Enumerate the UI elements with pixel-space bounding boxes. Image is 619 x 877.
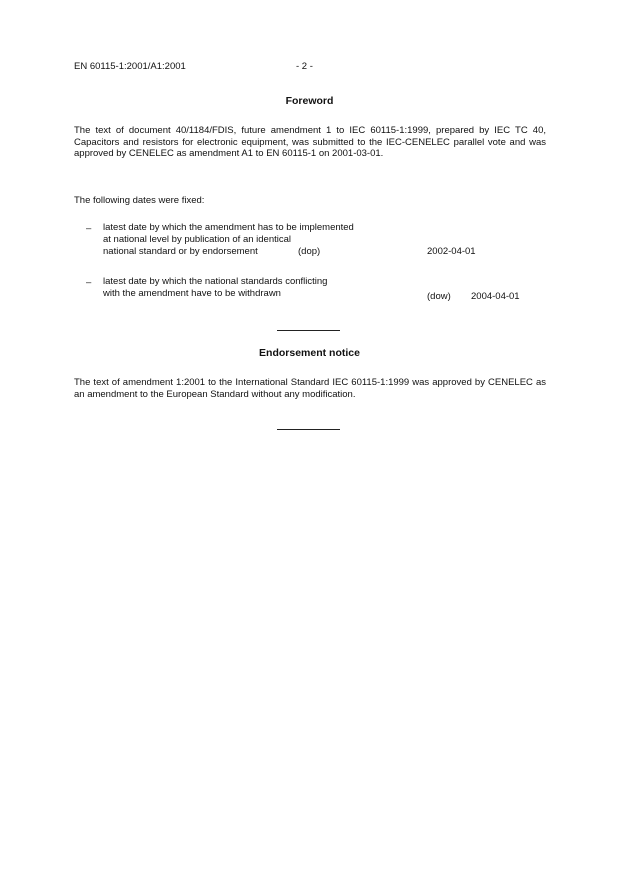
date-item-1-line-3: national standard or by endorsement [103, 246, 258, 257]
date-item-2-code: (dow) [427, 291, 451, 302]
endorsement-paragraph: The text of amendment 1:2001 to the International Standard IEC 60115-1:1999 was approved by CENELEC as an amendment to the European Standard without any modification. [74, 377, 546, 400]
date-item-1-line-2: at national level by publication of an identical [103, 234, 292, 245]
date-item-2-date: 2004-04-01 [471, 291, 520, 302]
endorsement-title: Endorsement notice [259, 347, 360, 359]
date-item-2-line-2: with the amendment have to be withdrawn [103, 288, 281, 299]
date-item-1-date: 2002-04-01 [427, 246, 476, 257]
section-divider [277, 330, 340, 331]
page-number: - 2 - [296, 61, 313, 72]
end-divider [277, 429, 340, 430]
date-item-1-line-1: latest date by which the amendment has to be implemented [103, 222, 354, 233]
dates-intro: The following dates were fixed: [74, 195, 205, 206]
date-item-2-line-1: latest date by which the national standards conflicting [103, 276, 328, 287]
date-item-1-code: (dop) [298, 246, 321, 257]
foreword-paragraph: The text of document 40/1184/FDIS, future amendment 1 to IEC 60115-1:1999, prepared by IEC TC 40, Capacitors and resistors for electronic equipment, was submitted to the IEC-CENELEC parallel vote and was approved by CENELEC as amendment A1 to EN 60115-1 on 2001-03-01. [74, 125, 546, 159]
document-id: EN 60115-1:2001/A1:2001 [74, 61, 186, 72]
foreword-title: Foreword [285, 95, 334, 107]
list-bullet: – [86, 223, 92, 234]
list-bullet: – [86, 277, 92, 288]
